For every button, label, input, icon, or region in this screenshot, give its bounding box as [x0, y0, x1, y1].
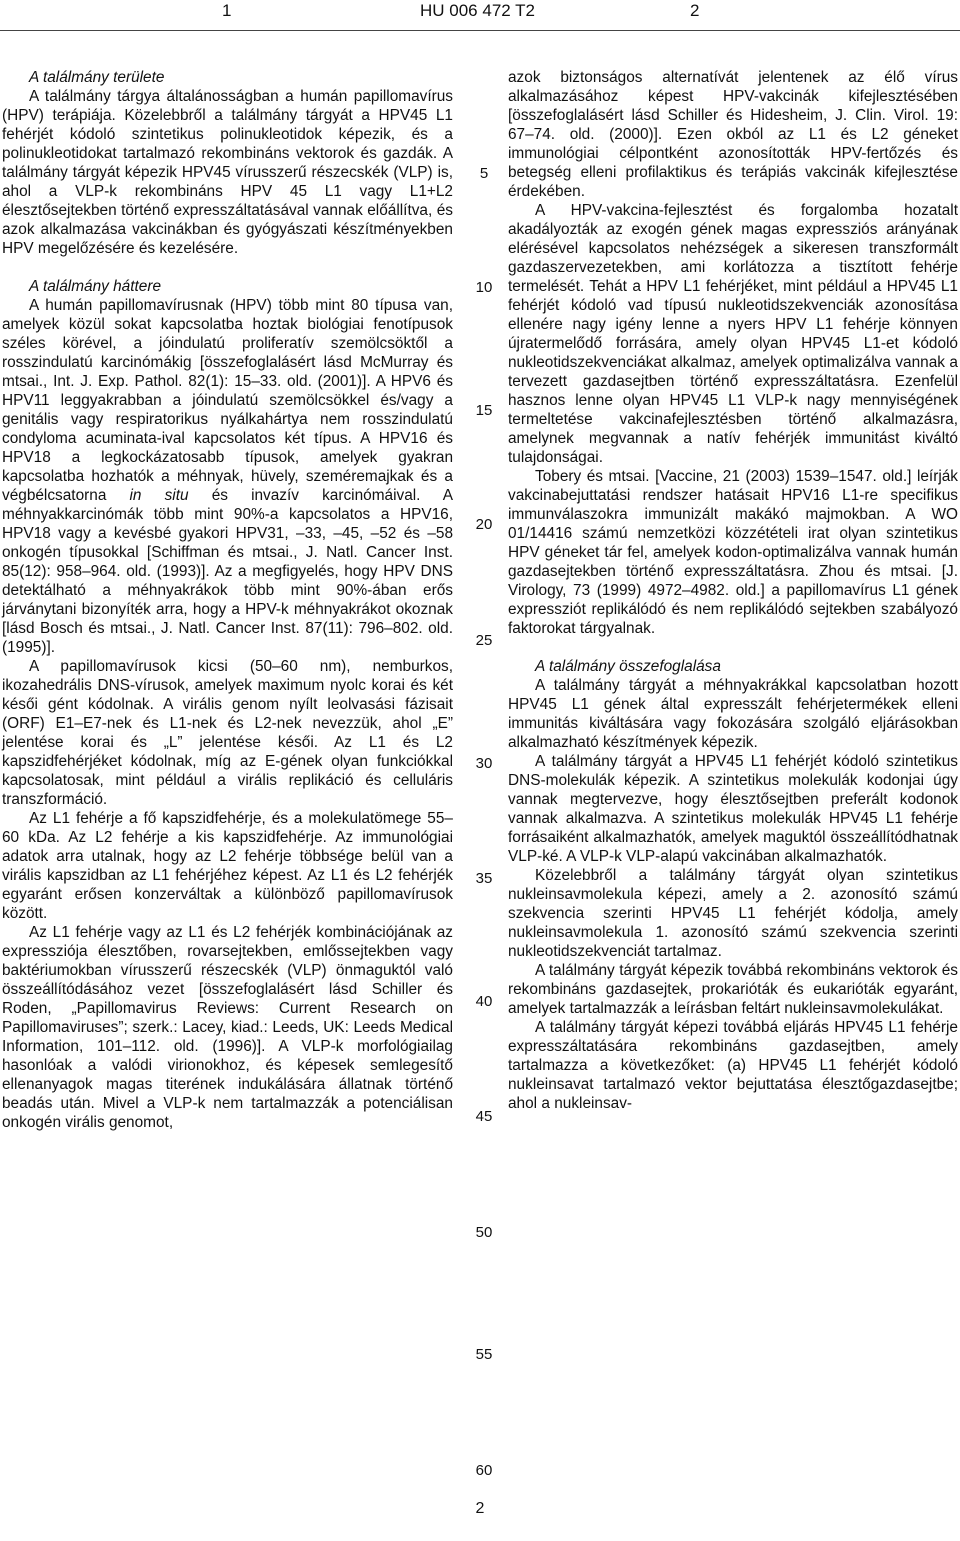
paragraph-text: és invazív karcinómáival. A méhnyakkarcinómák több mint 90%-a kapcsolatos a HPV16, HPV18 vagy a kevésbé gyakori HPV31, –33, –45, –52 és –58 onkogén típusokkal [Schiffman és mtsai., J. Natl. Cancer Inst. 85(12): 958–964. old. (1993)]. Az a megfigyelés, hogy HPV DNS detektálható a méhnyakrákok több mint 90%-ában erős járványtani bizonyíték arra, hogy a HPV-k méhnyakrákot okoznak [lásd Bosch és mtsai., J. Natl. Cancer Inst. 87(11): 796–802. old. (1995)]. — [2, 487, 453, 656]
left-column-number: 1 — [222, 1, 232, 20]
line-number: 35 — [475, 870, 493, 887]
paragraph: azok biztonságos alternatívát jelentenek az élő vírus alkalmazásához képest HPV-vakcinák kifejlesztésében [összefoglalásért lásd Schiller és Hidesheim, J. Clin. Virol. 19: 67–74. old. (2000)]. Ezen okból az L1 és L2 géneket immunológiai célpontként azonosították HPV-fertőzés és betegség elleni profilaktikus és terápiás vakcinák kifejlesztése érdekében. — [508, 69, 958, 200]
line-number: 25 — [475, 632, 493, 649]
page-number: 2 — [475, 1500, 485, 1517]
paragraph — [2, 296, 453, 657]
paragraph: A találmány tárgya általánosságban a humán papillomavírus (HPV) terápiája. Közelebbről a találmány tárgyát a HPV45 L1 fehérjét kódoló szintetikus polinukleotidok képezik, és a polinukleotidokat tartalmazó rekombináns vektorok és gazdák. A találmány tárgyát képezik HPV45 vírusszerű részecskék (VLP) is, ahol a VLP-k rekombináns HPV 45 L1 vagy L1+L2 élesztősejtekben történő expresszáltatásával vannak előállítva, és azok alkalmazása vakcinákban és gyógyászati készítményekben HPV megelőzésére és kezelésére. — [2, 88, 453, 257]
line-number: 40 — [475, 993, 493, 1010]
line-number: 20 — [475, 516, 493, 533]
paragraph: A találmány tárgyát képezik továbbá rekombináns vektorok és rekombináns gazdasejtek, prokarióták és eukarióták egyaránt, amelyek tartalmazzák a leírásban feltárt nukleinsavmolekulákat. — [508, 962, 958, 1017]
paragraph: A találmány tárgyát a méhnyakrákkal kapcsolatban hozott HPV45 L1 gének által expresszált fehérjetermékek elleni immunitás kiváltására vagy fokozására szolgáló eljárásokban alkalmazható készítmények képezik. — [508, 677, 958, 751]
section-title-summary: A találmány összefoglalása — [535, 658, 721, 675]
paragraph: Az L1 fehérje a fő kapszidfehérje, és a molekulatömege 55–60 kDa. Az L2 fehérje a kis kapszidfehérje. Az immunológiai adatok arra utalnak, hogy az L2 fehérje többsége belül van a virális kapszidban az L1 fehérjéhez képest. Az L1 és L2 fehérjék egyaránt erősen konzerváltak a különböző papillomavírusok között. — [2, 810, 453, 922]
line-number: 15 — [475, 402, 493, 419]
paragraph: A HPV-vakcina-fejlesztést és forgalomba hozatalt akadályozták az exogén gének magas expressziós arányának elérésével kapcsolatos nehézségek a sikeresen transzformált gazdaszervezetekben, ami korlátozza a tisztított fehérje termelését. Tehát a HPV L1 fehérjéket, mint például a HPV45 L1 fehérjét kódoló vad típusú nukleotidszekvenciák azonosítása ellenére nagy igény lenne a nyers HPV L1 fehérje könnyen újratermelődő forrására, amely olyan HPV45 L1-et kódoló nukleotidszekvenciákat alkalmaz, amelyek optimalizálva vannak a tervezett gazdasejtben történő expresszáltatásra. Ezenfelül hasznos lenne olyan HPV45 L1 VLP-k nagy mennyiségének termeltetése vakcinafejlesztésben történő alkalmazásra, amelynek megvannak a natív fehérjék immunitást kiváltó tulajdonságai. — [508, 202, 958, 466]
paragraph: Az L1 fehérje vagy az L1 és L2 fehérjék kombinációjának az expressziója élesztőben, rovarsejtekben, emlőssejtekben vagy baktériumokban vírusszerű részecskék (VLP) önmaguktól való összeállítódásához vezet [összefoglalásért lásd Schiller és Roden, „Papillomavirus Reviews: Current Research on Papillomaviruses”; szerk.: Lacey, kiad.: Leeds, UK: Leeds Medical Information, 101–112. old. (1996)]. A VLP-k morfológiailag hasonlóak a valódi virionokhoz, és képesek semlegesítő ellenanyagok magas titerének indukálására állatnak történő beadás után. Mivel a VLP-k nem tartalmazzák a potenciálisan onkogén virális genomot, — [2, 924, 453, 1131]
line-number: 30 — [475, 755, 493, 772]
patent-number: HU 006 472 T2 — [420, 1, 535, 20]
italic-term: in situ — [129, 487, 189, 504]
page-header — [0, 0, 960, 26]
line-number: 10 — [475, 279, 493, 296]
paragraph: Közelebbről a találmány tárgyát olyan szintetikus nukleinsavmolekula képezi, amely a 2. azonosító számú szekvencia szerinti HPV45 L1 fehérjét kódolja, amely nukleinsavmolekula 1. azonosító számú szekvencia szerinti nukleotidszekvenciát tartalmaz. — [508, 867, 958, 960]
header-rule — [0, 30, 960, 31]
left-column — [2, 68, 453, 1132]
paragraph-text: A humán papillomavírusnak (HPV) több mint 80 típusa van, amelyek közül sokat kapcsolatba hoztak biológiai fenotípusok széles körével, a jóindulatú proliferatív szemölcsöktől a rosszindulatú karcinómákig [összefoglalásért lásd McMurray és mtsai., Int. J. Exp. Pathol. 82(1): 15–33. old. (2001)]. A HPV6 és HPV11 leggyakrabban a jóindulatú szemölcsökkel és/vagy a genitális vagy respiratorikus nyálkahártya nem rosszindulatú condyloma acuminata-ival kapcsolatos két típus. A HPV16 és HPV18 a legkockázatosabb típusok, amelyek gyakran kapcsolatba hozhatók a méhnyak, hüvely, szeméremajkak és a végbélcsatorna — [2, 297, 453, 504]
paragraph: Tobery és mtsai. [Vaccine, 21 (2003) 1539–1547. old.] leírják vakcinabejuttatási rendszer hatásait HPV16 L1-re specifikus immunválaszokra immunizált makákó majmokban. A WO 01/14416 számú nemzetközi közzétételi irat olyan szintetikus HPV géneket tár fel, amelyek kodon-optimalizálva vannak humán gazdasejtekben történő expresszáltatásra. Zhou és mtsai. [J. Virology, 73 (1999) 4972–4982. old.] a papillomavírus L1 gének expressziót replikálódó és nem replikálódó sejtekben szabályozó faktorokat tárgyalnak. — [508, 468, 958, 637]
right-column-number: 2 — [690, 1, 700, 20]
section-title-background: A találmány háttere — [29, 278, 162, 295]
paragraph: A találmány tárgyát a HPV45 L1 fehérjét kódoló szintetikus DNS-molekulák képezik. A szintetikus molekulák kodonjai úgy vannak megtervezve, hogy élesztősejtben preferált kodonok vannak alkalmazva. A szintetikus molekulák HPV45 L1 fehérje forrásaiként alkalmazhatók, amelyek maguktól összeállítódhatnak VLP-ké. A VLP-k VLP-alapú vakcinában alkalmazhatók. — [508, 753, 958, 865]
line-number: 45 — [475, 1108, 493, 1125]
line-number: 55 — [475, 1346, 493, 1363]
right-column — [508, 68, 958, 1113]
line-number: 50 — [475, 1224, 493, 1241]
paragraph: A papillomavírusok kicsi (50–60 nm), nemburkos, ikozahedrális DNS-vírusok, amelyek maximum nyolc korai és két késői gént kódolnak. A virális genom nyílt leolvasási fázisait (ORF) E1–E7-nek és L1-nek és L2-nek nevezzük, ahol „E” jelentése korai és „L” jelentése késői. Az L1 és L2 kapszidfehérjéket kódolnak, míg az E-gének olyan funkciókkal kapcsolatosak, mint például a virális replikáció és celluláris transzformáció. — [2, 658, 453, 808]
paragraph: A találmány tárgyát képezi továbbá eljárás HPV45 L1 fehérje expresszáltatására rekombináns gazdasejtben, amely tartalmazza a következőket: (a) HPV45 L1 fehérjét kódoló nukleinsavat tartalmazó vektor bejuttatása élesztőgazdasejtbe; ahol a nukleinsav- — [508, 1019, 958, 1112]
line-number: 60 — [475, 1462, 493, 1479]
line-number: 5 — [479, 165, 489, 182]
section-title-field: A találmány területe — [29, 69, 165, 86]
